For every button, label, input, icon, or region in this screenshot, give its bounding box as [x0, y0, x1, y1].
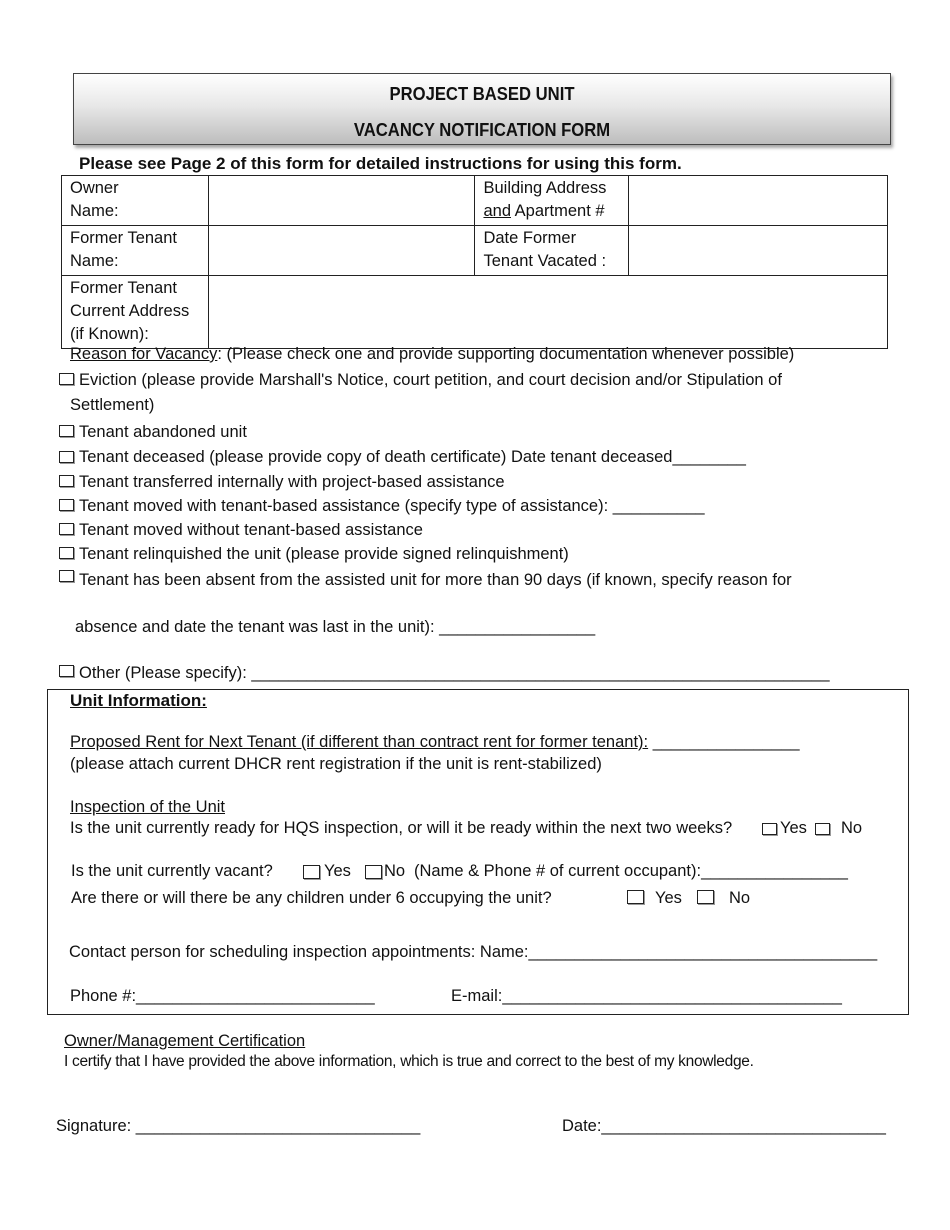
email-field[interactable]: E-mail:_____________________________________: [451, 987, 842, 1005]
date-vacated-label: Date Former Tenant Vacated :: [475, 226, 629, 276]
owner-name-field[interactable]: [208, 176, 475, 226]
title-line-2: VACANCY NOTIFICATION FORM: [353, 119, 611, 140]
building-address-label: Building Address and Apartment #: [475, 176, 629, 226]
abandoned-label: Tenant abandoned unit: [79, 423, 247, 441]
eviction-label-cont: Settlement): [70, 396, 155, 414]
vacant-question: Is the unit currently vacant?: [71, 862, 273, 880]
current-address-field[interactable]: [208, 276, 887, 349]
deceased-label: Tenant deceased (please provide copy of death certificate) Date tenant deceased________: [79, 448, 746, 466]
current-address-label: Former Tenant Current Address (if Known):: [62, 276, 209, 349]
date-field[interactable]: Date:_______________________________: [562, 1117, 886, 1135]
vacant-no-label: No: [384, 862, 406, 880]
former-tenant-name-field[interactable]: [208, 226, 475, 276]
children-yes-label: Yes: [655, 889, 682, 907]
proposed-rent-label: Proposed Rent for Next Tenant (if different than contract rent for former tenant): ________________: [70, 733, 800, 751]
rent-note: (please attach current DHCR rent registration if the unit is rent-stabilized): [70, 755, 602, 773]
children-yes-checkbox[interactable]: [627, 890, 644, 904]
inspection-question: Is the unit currently ready for HQS inspection, or will it be ready within the next two weeks?: [70, 819, 733, 837]
signature-field[interactable]: Signature: _______________________________: [56, 1117, 421, 1135]
certification-heading: Owner/Management Certification: [64, 1032, 306, 1050]
vacant-yes-checkbox[interactable]: [303, 865, 320, 879]
transferred-label: Tenant transferred internally with project-based assistance: [79, 473, 505, 491]
inspection-yes-checkbox[interactable]: [762, 823, 777, 835]
info-table: [61, 175, 888, 349]
inspection-no-checkbox[interactable]: [815, 823, 830, 835]
unit-info-heading: Unit Information:: [70, 691, 207, 710]
moved-with-assistance-label: Tenant moved with tenant-based assistance (specify type of assistance): __________: [79, 497, 705, 515]
eviction-checkbox[interactable]: [59, 373, 74, 385]
absent-label: Tenant has been absent from the assisted unit for more than 90 days (if known, specify reason for: [79, 571, 792, 589]
children-question: Are there or will there be any children under 6 occupying the unit?: [71, 889, 552, 907]
absent-checkbox[interactable]: [59, 570, 74, 582]
contact-person-field[interactable]: Contact person for scheduling inspection appointments: Name:______________________________________: [69, 943, 878, 961]
deceased-checkbox[interactable]: [59, 451, 74, 463]
vacant-no-checkbox[interactable]: [365, 865, 382, 879]
abandoned-checkbox[interactable]: [59, 425, 74, 437]
inspection-no-label: No: [841, 819, 863, 837]
certification-text: I certify that I have provided the above information, which is true and correct to the best of my knowledge.: [64, 1053, 754, 1070]
relinquished-label: Tenant relinquished the unit (please provide signed relinquishment): [79, 545, 569, 563]
phone-field[interactable]: Phone #:__________________________: [70, 987, 375, 1005]
moved-without-assistance-label: Tenant moved without tenant-based assistance: [79, 521, 423, 539]
reason-heading: Reason for Vacancy: (Please check one and provide supporting documentation whenever possible): [70, 345, 795, 363]
children-no-label: No: [729, 889, 751, 907]
date-vacated-field[interactable]: [629, 226, 888, 276]
inspection-yes-label: Yes: [780, 819, 807, 837]
relinquished-checkbox[interactable]: [59, 547, 74, 559]
vacant-yes-label: Yes: [324, 862, 351, 880]
inspection-heading: Inspection of the Unit: [70, 798, 226, 816]
building-address-field[interactable]: [629, 176, 888, 226]
owner-name-label: Owner Name:: [62, 176, 209, 226]
title-line-1: PROJECT BASED UNIT: [389, 83, 575, 104]
children-no-checkbox[interactable]: [697, 890, 714, 904]
moved-without-assistance-checkbox[interactable]: [59, 523, 74, 535]
occupant-field[interactable]: (Name & Phone # of current occupant):________________: [414, 862, 848, 880]
moved-with-assistance-checkbox[interactable]: [59, 499, 74, 511]
absent-label-cont: absence and date the tenant was last in the unit): _________________: [75, 618, 596, 636]
instructions-note: Please see Page 2 of this form for detailed instructions for using this form.: [79, 154, 682, 173]
other-checkbox[interactable]: [59, 665, 74, 677]
transferred-checkbox[interactable]: [59, 475, 74, 487]
former-tenant-name-label: Former Tenant Name:: [62, 226, 209, 276]
other-label: Other (Please specify): _______________________________________________________________: [79, 664, 830, 682]
form-title-banner: [73, 73, 891, 145]
eviction-label: Eviction (please provide Marshall's Notice, court petition, and court decision and/or Stipulation of: [79, 371, 782, 389]
